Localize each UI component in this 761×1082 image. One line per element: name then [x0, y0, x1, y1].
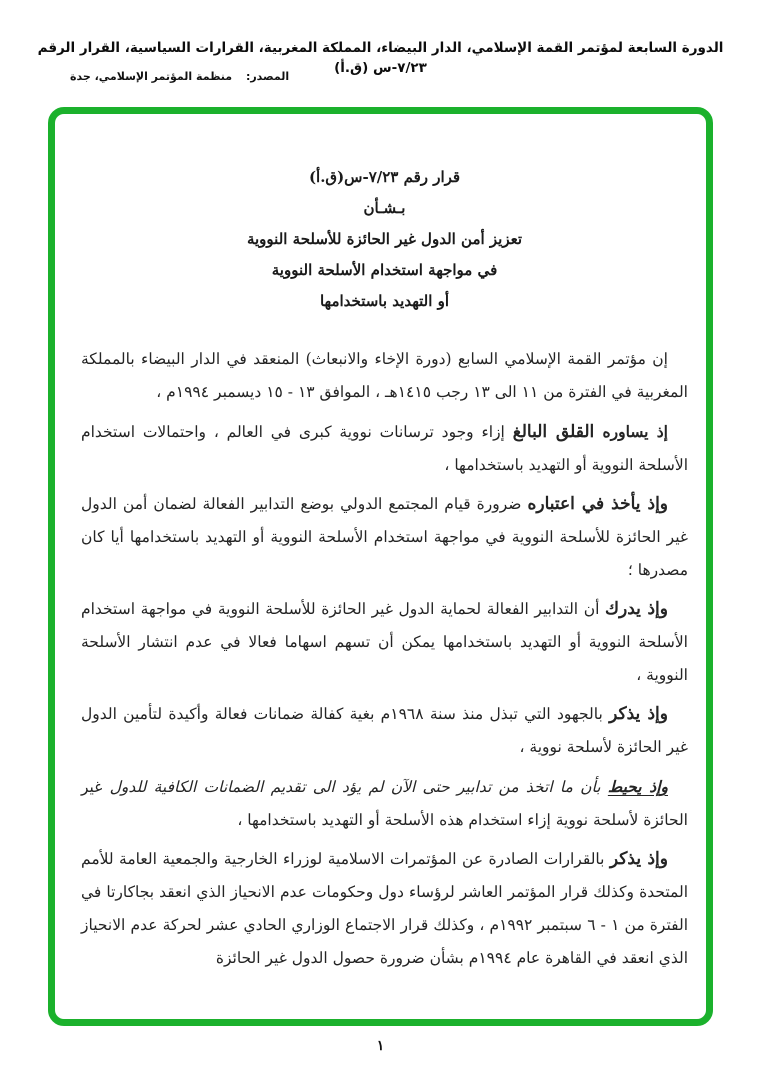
paragraph: [81, 770, 688, 837]
resolution-title: [81, 162, 688, 317]
source-line: [70, 70, 289, 83]
text-segment: بالجهود التي تبذل منذ سنة ١٩٦٨م بغية كفالة ضمانات فعالة وأكيدة لتأمين الدول غير الحائزة لأسلحة نووية ،: [81, 705, 688, 756]
title-line: تعزيز أمن الدول غير الحائزة للأسلحة النووية: [246, 230, 523, 248]
title-line: أو التهديد باستخدامها: [319, 292, 450, 310]
text-segment: بالقرارات الصادرة عن المؤتمرات الاسلامية لوزراء الخارجية والجمعية العامة للأمم المتحدة وكذلك قرار المؤتمر العاشر لرؤساء دول وحكومات عدم الانحياز الذي انعقد بجاكارتا في الفترة من ١ - ٦ سبتمبر ١٩٩٢م ، وكذلك قرار الاجتماع الوزاري الحادي عشر لحركة عدم الانحياز الذي انعقد في القاهرة عام ١٩٩٤م بشأن ضرورة حصول الدول غير الحائزة: [81, 850, 689, 967]
paragraph: [81, 488, 688, 587]
document-header-citation: الدورة السابعة لمؤتمر القمة الإسلامي، الدار البيضاء، المملكة المغربية، القرارات السياسية، القرار الرقم ٧/٢٣-س (ق.أ): [37, 40, 724, 76]
text-segment: القلق البالغ: [512, 422, 595, 442]
text-segment: غير الحائزة لأسلحة نووية إزاء استخدام هذه الأسلحة أو التهديد باستخدامها ،: [81, 778, 688, 829]
text-segment: وإذ يأخذ في اعتباره: [527, 494, 669, 514]
paragraph: [81, 415, 688, 482]
title-line: في مواجهة استخدام الأسلحة النووية: [271, 261, 498, 279]
text-segment: أن التدابير الفعالة لحماية الدول غير الحائزة للأسلحة النووية في مواجهة استخدام الأسلحة النووية أو التهديد باستخدامها يمكن أن تسهم اسهاما فعالا في عدم انتشار الأسلحة النووية ،: [81, 600, 688, 684]
text-segment: بأن ما اتخذ من تدابير حتى الآن لم يؤد الى تقديم الضمانات الكافية للدول: [109, 778, 608, 796]
document-frame: [48, 107, 713, 1026]
text-segment: وإذ يذكر: [609, 704, 668, 724]
text-segment: ضرورة قيام المجتمع الدولي بوضع التدابير الفعالة لضمان أمن الدول غير الحائزة للأسلحة النووية في مواجهة استخدام الأسلحة النووية أو التهديد باستخدامها أيا كان مصدرها ؛: [81, 495, 688, 579]
paragraph: [81, 343, 688, 409]
title-line: قرار رقم ٧/٢٣-س(ق.أ): [308, 168, 461, 186]
paragraph: [81, 593, 688, 692]
title-line: بـشـأن: [363, 199, 406, 217]
text-segment: وإذ يدرك: [605, 599, 668, 619]
text-segment: إذ يساوره: [594, 422, 668, 441]
text-segment: وإذ يذكر: [609, 849, 668, 869]
resolution-body: [81, 343, 688, 975]
page-number: ١: [376, 1038, 385, 1054]
paragraph: [81, 843, 688, 975]
paragraph: [81, 698, 688, 764]
text-segment: إزاء وجود ترسانات نووية كبرى في العالم ، واحتمالات استخدام الأسلحة النووية أو التهديد باستخدامها ،: [81, 423, 688, 474]
text-segment: إن مؤتمر القمة الإسلامي السابع (دورة الإخاء والانبعاث) المنعقد في الدار البيضاء بالمملكة المغربية في الفترة من ١١ الى ١٣ رجب ١٤١٥هـ ، الموافق ١٣ - ١٥ ديسمبر ١٩٩٤م ،: [81, 350, 688, 401]
text-segment: وإذ يحيط: [607, 777, 668, 796]
source-value: منظمة المؤتمر الإسلامي، جدة: [70, 70, 233, 83]
source-label: المصدر:: [245, 70, 290, 83]
